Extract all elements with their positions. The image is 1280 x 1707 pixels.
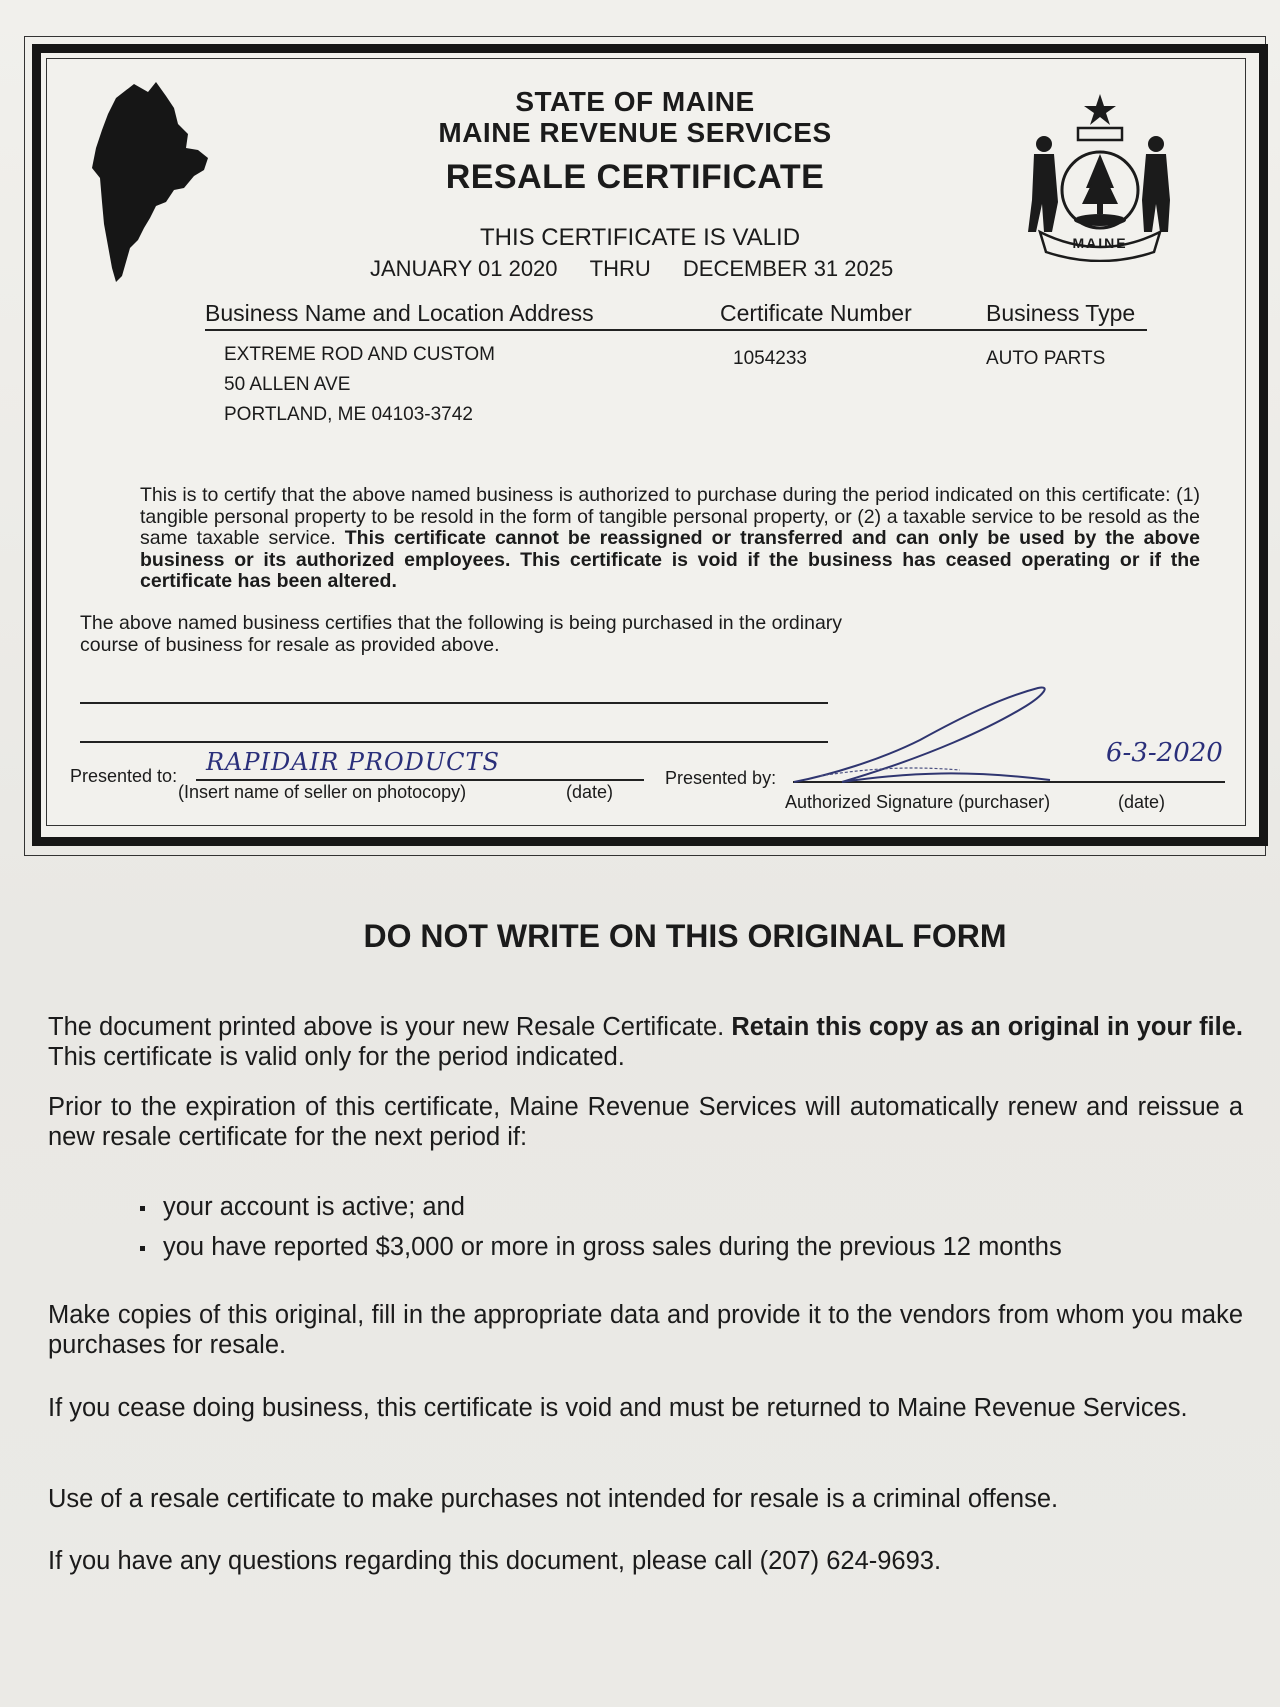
bullet-text-2: you have reported $3,000 or more in gross sales during the previous 12 months bbox=[163, 1233, 1062, 1261]
presented-to-line[interactable] bbox=[196, 779, 644, 781]
presented-by-label: Presented by: bbox=[665, 768, 777, 788]
list-item bbox=[140, 1233, 1062, 1262]
column-business-name: Business Name and Location Address bbox=[205, 300, 594, 326]
presented-to-date-caption: (date) bbox=[566, 782, 614, 802]
notice-paragraph-5: Use of a resale certificate to make purchases not intended for resale is a criminal offense. bbox=[48, 1485, 1059, 1513]
notice-paragraph-3: Make copies of this original, fill in the appropriate data and provide it to the vendors from whom you make purchases for resale. bbox=[48, 1301, 1243, 1359]
business-street: 50 ALLEN AVE bbox=[224, 374, 351, 395]
do-not-write-heading: DO NOT WRITE ON THIS ORIGINAL FORM bbox=[363, 918, 1007, 954]
bullet-icon bbox=[140, 1206, 145, 1211]
notice-paragraph-1 bbox=[48, 1012, 1243, 1072]
validity-heading: THIS CERTIFICATE IS VALID bbox=[479, 224, 801, 251]
valid-from-date: JANUARY 01 2020 bbox=[370, 256, 558, 281]
maine-map-icon bbox=[86, 78, 231, 288]
column-header-rule bbox=[205, 329, 1147, 331]
purchaser-date-handwriting: 6-3-2020 bbox=[1106, 738, 1223, 768]
notice-p1-text: The document printed above is your new Resale Certificate. bbox=[48, 1013, 732, 1041]
purchase-item-line-1[interactable] bbox=[80, 702, 828, 704]
bullet-text-1: your account is active; and bbox=[163, 1193, 465, 1221]
presented-to-handwriting: RAPIDAIR PRODUCTS bbox=[206, 748, 500, 776]
maine-state-seal-icon bbox=[1018, 92, 1178, 262]
thru-label: THRU bbox=[589, 256, 651, 281]
certification-text: This is to certify that the above named business is authorized to purchase during the period indicated on this certificate: (1) tangible personal property to be resold in the form of tangible personal property, or (2) a taxable service to be resold as the same taxable service. bbox=[140, 484, 1200, 549]
certification-bold-text: This certificate cannot be reassigned or transferred and can only be used by the above business or its authorized employees. This certificate is void if the business has ceased operating or if the certificate has been altered. bbox=[140, 527, 1200, 592]
column-certificate-number: Certificate Number bbox=[720, 300, 912, 326]
business-name: EXTREME ROD AND CUSTOM bbox=[224, 344, 495, 365]
notice-paragraph-6: If you have any questions regarding this document, please call (207) 624-9693. bbox=[48, 1547, 942, 1575]
purchase-item-line-2[interactable] bbox=[80, 741, 828, 743]
presented-to-label: Presented to: bbox=[70, 766, 178, 786]
purchaser-signature-icon bbox=[790, 680, 1070, 795]
business-type: AUTO PARTS bbox=[986, 348, 1106, 369]
agency-heading: MAINE REVENUE SERVICES bbox=[438, 117, 832, 148]
notice-paragraph-4: If you cease doing business, this certificate is void and must be returned to Maine Revenue Services. bbox=[48, 1394, 1188, 1422]
certificate-number: 1054233 bbox=[733, 348, 807, 369]
notice-p1-bold: Retain this copy as an original in your file. bbox=[731, 1013, 1243, 1041]
state-heading: STATE OF MAINE bbox=[515, 86, 755, 117]
seal-banner-text: MAINE bbox=[1072, 235, 1128, 251]
seller-name-caption: (Insert name of seller on photocopy) bbox=[178, 782, 467, 802]
validity-dates bbox=[370, 256, 930, 282]
authorized-signature-caption: Authorized Signature (purchaser) bbox=[785, 792, 1051, 812]
column-business-type: Business Type bbox=[986, 300, 1136, 326]
presented-by-date-caption: (date) bbox=[1118, 792, 1166, 812]
bullet-icon bbox=[140, 1246, 145, 1251]
valid-to-date: DECEMBER 31 2025 bbox=[682, 256, 894, 281]
list-item bbox=[140, 1193, 465, 1222]
notice-p1-end: This certificate is valid only for the period indicated. bbox=[48, 1043, 625, 1071]
business-city: PORTLAND, ME 04103-3742 bbox=[224, 404, 473, 425]
notice-paragraph-2: Prior to the expiration of this certificate, Maine Revenue Services will automatically renew and reissue a new resale certificate for the next period if: bbox=[48, 1093, 1243, 1151]
certification-paragraph bbox=[140, 485, 1200, 593]
purchase-certification-text: The above named business certifies that the following is being purchased in the ordinary course of business for resale as provided above. bbox=[80, 612, 843, 656]
certificate-title: RESALE CERTIFICATE bbox=[445, 158, 825, 196]
